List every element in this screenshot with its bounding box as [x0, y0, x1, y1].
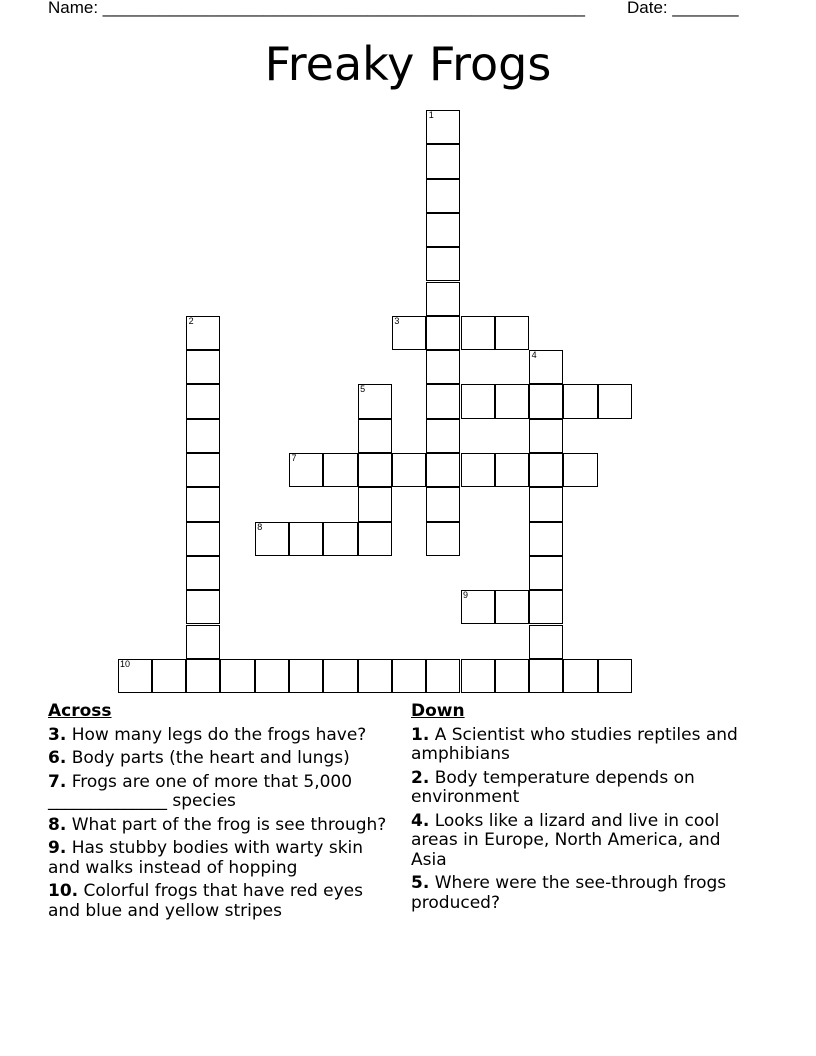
down-clue	[411, 874, 756, 913]
grid-cell[interactable]	[358, 522, 392, 556]
clue-text: Colorful frogs that have red eyes and blue and yellow stripes	[48, 881, 363, 921]
grid-cell[interactable]	[426, 659, 460, 693]
grid-cell[interactable]	[186, 522, 220, 556]
grid-cell-9[interactable]	[461, 590, 495, 624]
clue-number: 2.	[411, 767, 430, 788]
clue-text: A Scientist who studies reptiles and amphibians	[411, 724, 738, 764]
grid-cell[interactable]	[186, 384, 220, 418]
clue-number: 10	[120, 658, 131, 669]
grid-cell[interactable]	[358, 487, 392, 521]
grid-cell[interactable]	[426, 316, 460, 350]
grid-cell[interactable]	[529, 453, 563, 487]
clue-text: Body parts (the heart and lungs)	[66, 748, 350, 768]
across-clue	[48, 749, 388, 769]
down-clue	[411, 726, 756, 765]
grid-cell[interactable]	[495, 384, 529, 418]
grid-cell-3[interactable]	[392, 316, 426, 350]
clue-number: 10.	[48, 881, 79, 901]
grid-cell[interactable]	[598, 659, 632, 693]
grid-cell[interactable]	[426, 282, 460, 316]
grid-cell[interactable]	[186, 556, 220, 590]
grid-cell-2[interactable]	[186, 316, 220, 350]
down-clue	[411, 769, 756, 808]
grid-cell[interactable]	[426, 179, 460, 213]
grid-cell-7[interactable]	[289, 453, 323, 487]
grid-cell-4[interactable]	[529, 350, 563, 384]
clue-number: 7	[291, 453, 297, 463]
grid-cell[interactable]	[323, 453, 357, 487]
clue-number: 1.	[411, 724, 430, 745]
grid-cell[interactable]	[426, 144, 460, 178]
grid-cell[interactable]	[392, 659, 426, 693]
clue-number: 5.	[411, 873, 430, 893]
clue-number: 4	[531, 350, 537, 361]
clue-number: 5	[360, 384, 366, 395]
grid-cell[interactable]	[323, 522, 357, 556]
grid-cell[interactable]	[358, 453, 392, 487]
grid-cell[interactable]	[495, 316, 529, 350]
clue-number: 6.	[48, 748, 67, 768]
clue-number: 1	[428, 110, 434, 120]
grid-cell[interactable]	[529, 556, 563, 590]
grid-cell[interactable]	[563, 453, 597, 487]
grid-cell[interactable]	[598, 384, 632, 418]
name-field: Name: ___________________________________________________	[48, 0, 585, 17]
date-field: Date: _______	[627, 0, 739, 17]
clue-number: 3	[394, 315, 400, 326]
grid-cell[interactable]	[529, 522, 563, 556]
clue-text: Looks like a lizard and live in cool areas in Europe, North America, and Asia	[411, 810, 721, 870]
grid-cell[interactable]	[392, 453, 426, 487]
across-clue	[48, 816, 388, 836]
grid-cell[interactable]	[461, 316, 495, 350]
grid-cell[interactable]	[529, 590, 563, 624]
clue-number: 2	[188, 315, 194, 326]
across-clue	[48, 726, 388, 746]
grid-cell[interactable]	[426, 213, 460, 247]
clue-text: Frogs are one of more that 5,000 ______________ species	[48, 771, 353, 811]
clue-text: How many legs do the frogs have?	[66, 724, 367, 745]
grid-cell[interactable]	[426, 487, 460, 521]
grid-cell[interactable]	[186, 625, 220, 659]
across-clue	[48, 839, 388, 878]
across-clue	[48, 882, 388, 921]
grid-cell-10[interactable]	[118, 659, 152, 693]
grid-cell[interactable]	[495, 453, 529, 487]
grid-cell[interactable]	[426, 522, 460, 556]
grid-cell[interactable]	[426, 453, 460, 487]
puzzle-title: Freaky Frogs	[264, 37, 552, 91]
clue-text: Where were the see-through frogs produced?	[411, 873, 727, 913]
grid-cell[interactable]	[426, 350, 460, 384]
grid-cell[interactable]	[563, 384, 597, 418]
grid-cell[interactable]	[220, 659, 254, 693]
grid-cell[interactable]	[461, 384, 495, 418]
across-clue	[48, 773, 388, 812]
grid-cell[interactable]	[426, 384, 460, 418]
grid-cell[interactable]	[426, 419, 460, 453]
grid-cell[interactable]	[152, 659, 186, 693]
clue-number: 7.	[48, 771, 67, 792]
grid-cell[interactable]	[186, 590, 220, 624]
grid-cell[interactable]	[186, 487, 220, 521]
across-clues	[48, 702, 388, 925]
grid-cell[interactable]	[529, 419, 563, 453]
grid-cell[interactable]	[186, 350, 220, 384]
grid-cell[interactable]	[495, 590, 529, 624]
clue-text: Has stubby bodies with warty skin and walks instead of hopping	[48, 838, 364, 878]
clue-number: 4.	[411, 810, 430, 831]
clue-text: What part of the frog is see through?	[66, 814, 387, 835]
grid-cell[interactable]	[289, 659, 323, 693]
down-clue	[411, 812, 756, 871]
grid-cell[interactable]	[186, 419, 220, 453]
grid-cell[interactable]	[289, 522, 323, 556]
across-heading: Across	[48, 701, 112, 721]
grid-cell[interactable]	[255, 659, 289, 693]
grid-cell[interactable]	[186, 659, 220, 693]
clue-number: 8.	[48, 814, 67, 835]
grid-cell[interactable]	[529, 384, 563, 418]
grid-cell[interactable]	[461, 453, 495, 487]
grid-cell[interactable]	[529, 659, 563, 693]
grid-cell[interactable]	[323, 659, 357, 693]
down-clues	[411, 702, 756, 917]
clue-number: 8	[257, 521, 263, 532]
grid-cell-5[interactable]	[358, 384, 392, 418]
clue-number: 9.	[48, 838, 67, 858]
grid-cell[interactable]	[186, 453, 220, 487]
grid-cell-8[interactable]	[255, 522, 289, 556]
down-heading: Down	[411, 701, 465, 721]
clue-text: Body temperature depends on environment	[411, 767, 695, 807]
grid-cell[interactable]	[358, 659, 392, 693]
grid-cell[interactable]	[358, 419, 392, 453]
grid-cell[interactable]	[563, 659, 597, 693]
grid-cell[interactable]	[529, 625, 563, 659]
grid-cell[interactable]	[426, 247, 460, 281]
grid-cell[interactable]	[461, 659, 495, 693]
clue-number: 3.	[48, 724, 67, 745]
grid-cell[interactable]	[495, 659, 529, 693]
clue-number: 9	[463, 590, 469, 601]
grid-cell-1[interactable]	[426, 110, 460, 144]
grid-cell[interactable]	[529, 487, 563, 521]
